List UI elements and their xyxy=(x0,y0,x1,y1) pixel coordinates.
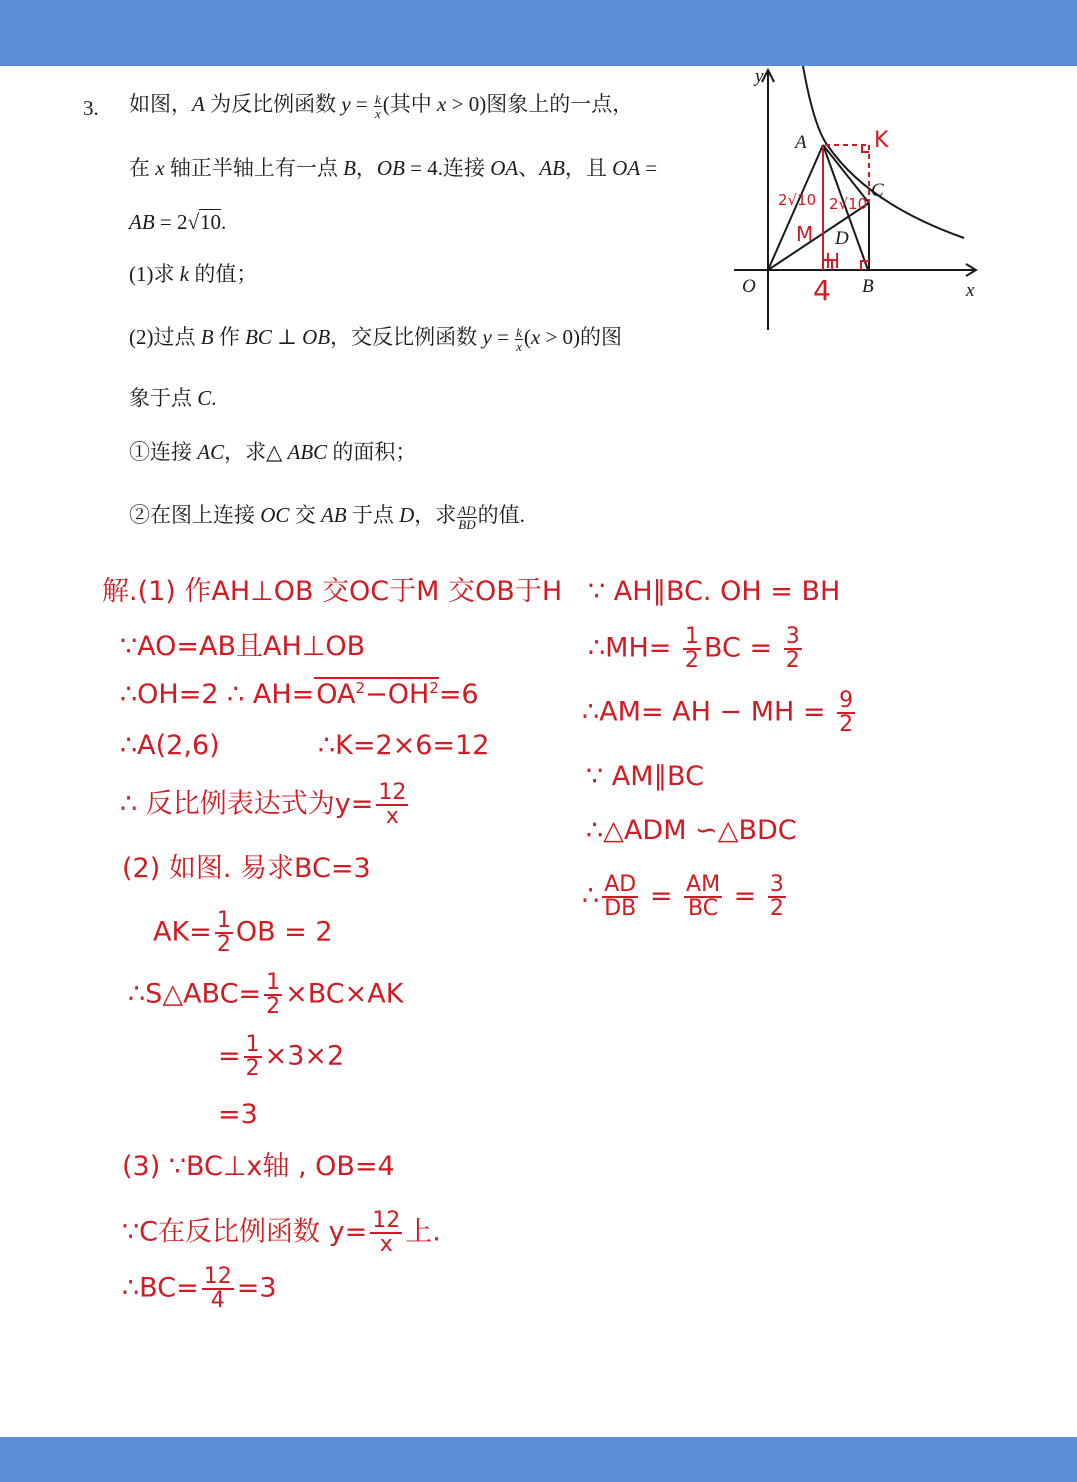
frac-num: 12 xyxy=(378,780,407,805)
text: ，求 xyxy=(414,503,457,527)
var: x xyxy=(155,156,165,180)
text: ∴ 反比例表达式为y= xyxy=(120,788,374,820)
text: (2)过点 xyxy=(129,325,201,349)
sqrt-sign: √ xyxy=(187,210,200,234)
text: 上. xyxy=(405,1216,441,1248)
fraction xyxy=(264,972,282,1018)
label-H: H xyxy=(825,249,841,273)
label-K: K xyxy=(874,128,889,153)
text: = 2 xyxy=(154,210,188,234)
frac-den: 2 xyxy=(839,712,854,737)
frac-den: 2 xyxy=(266,994,281,1019)
frac-den: 2 xyxy=(769,896,784,921)
text: ∴OH=2 ∴ AH= xyxy=(120,679,315,710)
frac-num: 1 xyxy=(245,1032,260,1057)
text: OA xyxy=(316,679,356,710)
text: 为反比例函数 xyxy=(204,92,342,116)
solution-line-13 xyxy=(122,1266,277,1312)
var: y xyxy=(341,92,351,116)
frac-num: 12 xyxy=(203,1264,232,1289)
fraction xyxy=(215,910,233,956)
label-D: D xyxy=(835,228,849,249)
label-C: C xyxy=(871,180,884,201)
problem-number: 3. xyxy=(83,96,99,120)
var: ABC xyxy=(287,440,328,464)
text: ②在图上连接 xyxy=(129,503,261,527)
text: OB = 2 xyxy=(235,916,333,948)
fraction-k-over-x xyxy=(374,93,382,120)
text: BC = xyxy=(703,632,781,664)
frac-den: x xyxy=(379,1232,393,1257)
coordinate-figure xyxy=(728,66,988,336)
fraction xyxy=(768,874,786,920)
fraction xyxy=(202,1266,234,1312)
question-1 xyxy=(129,262,257,287)
solution-line-4b: ∴K=2×6=12 xyxy=(318,730,490,761)
frac-num: 1 xyxy=(684,624,699,649)
frac-den: 2 xyxy=(245,1056,260,1081)
text: ⊥ xyxy=(271,325,303,349)
label-OA-length: 2√10 xyxy=(778,191,817,209)
text: ∴ xyxy=(582,880,600,912)
var: AB xyxy=(320,503,347,527)
text: 于点 xyxy=(346,503,400,527)
frac-num: AD xyxy=(602,874,638,898)
frac-den: 2 xyxy=(785,648,800,673)
frac-den: BD xyxy=(458,516,476,532)
text: ∴AM= AH − MH = xyxy=(582,696,835,728)
solution-line-1: 解.(1) 作AH⊥OB 交OC于M 交OB于H xyxy=(102,576,563,607)
label-A: A xyxy=(795,132,807,153)
solution-right-line-2 xyxy=(588,626,805,672)
exponent: 2 xyxy=(355,679,366,697)
sqrt-expression xyxy=(314,677,439,710)
subquestion-1 xyxy=(129,440,416,465)
solution-right-line-5: ∴△ADM ∽△BDC xyxy=(586,815,797,846)
solution-right-line-4: ∵ AM∥BC xyxy=(586,761,704,792)
solution-right-line-1: ∵ AH∥BC. OH = BH xyxy=(588,576,841,607)
text: 如图， xyxy=(129,92,192,116)
fraction-k-over-x xyxy=(515,326,523,353)
solution-right-line-6 xyxy=(582,874,789,920)
text: ①连接 xyxy=(129,440,198,464)
fraction xyxy=(837,690,855,736)
subquestion-2 xyxy=(129,503,525,531)
fraction xyxy=(784,626,802,672)
text: ( xyxy=(523,325,531,349)
text: 交 xyxy=(289,503,321,527)
var: AB xyxy=(539,156,565,180)
text: ∵C在反比例函数 y= xyxy=(122,1216,368,1248)
text: 的面积； xyxy=(327,440,417,464)
solution-line-8 xyxy=(128,972,403,1018)
frac-num: 12 xyxy=(372,1208,401,1233)
bottom-blue-band xyxy=(0,1437,1077,1482)
var: A xyxy=(192,92,205,116)
problem-line-3 xyxy=(129,210,226,235)
fraction-ad-over-bd xyxy=(457,504,476,531)
text: = xyxy=(350,92,373,116)
text: ， xyxy=(355,156,377,180)
sqrt-body: 10 xyxy=(200,210,222,234)
text: (1)求 xyxy=(129,262,180,286)
var: AB xyxy=(129,210,155,234)
text: 、 xyxy=(518,156,540,180)
text: > 0)图象上的一点， xyxy=(446,92,634,116)
text: = xyxy=(218,1040,241,1072)
frac-num: 3 xyxy=(769,872,784,897)
label-x: x xyxy=(966,280,975,301)
text: = 4.连接 xyxy=(404,156,491,180)
frac-num: AD xyxy=(458,502,476,518)
text: ∴MH= xyxy=(588,632,680,664)
frac-den: 2 xyxy=(216,932,231,957)
frac-num: 1 xyxy=(266,970,281,995)
solution-line-5 xyxy=(120,782,411,828)
solution-line-4a: ∴A(2,6) xyxy=(120,730,220,761)
label-AB-length: 2√10 xyxy=(829,195,868,213)
text: = xyxy=(641,880,682,912)
var: BC xyxy=(245,325,272,349)
question-2-line-2 xyxy=(129,386,217,411)
text: −OH xyxy=(365,679,430,710)
fraction xyxy=(370,1210,402,1256)
top-blue-band xyxy=(0,0,1077,66)
text: = xyxy=(491,325,515,349)
text: . xyxy=(221,210,227,234)
text: ，交反比例函数 xyxy=(330,325,483,349)
var: C xyxy=(197,386,212,410)
text: ×BC×AK xyxy=(285,978,404,1010)
frac-den: 2 xyxy=(684,648,699,673)
text: ，且 xyxy=(564,156,613,180)
var: k xyxy=(179,262,190,286)
solution-line-7 xyxy=(153,910,333,956)
text: 作 xyxy=(213,325,246,349)
problem-line-2 xyxy=(129,156,657,181)
text: . xyxy=(211,386,217,410)
var: OB xyxy=(376,156,405,180)
solution-line-10: =3 xyxy=(218,1099,258,1130)
frac-den: DB xyxy=(604,896,637,921)
solution-line-11: (3) ∵BC⊥x轴 , OB=4 xyxy=(122,1151,395,1182)
var: y xyxy=(482,325,492,349)
text: = xyxy=(725,880,765,912)
text: ，求△ xyxy=(224,440,288,464)
solution-right-line-3 xyxy=(582,690,858,736)
frac-den: x xyxy=(375,105,381,121)
fraction xyxy=(684,874,722,920)
exponent: 2 xyxy=(429,679,439,697)
label-M: M xyxy=(796,222,814,246)
text: ∴BC= xyxy=(122,1272,199,1304)
text: ×3×2 xyxy=(264,1040,345,1072)
label-O: O xyxy=(742,276,756,297)
frac-num: k xyxy=(516,324,522,340)
var: OC xyxy=(260,503,290,527)
fraction xyxy=(244,1034,262,1080)
frac-num: AM xyxy=(686,872,721,897)
text: = xyxy=(640,156,658,180)
text: 在 xyxy=(129,156,156,180)
var: x xyxy=(530,325,541,349)
frac-den: x xyxy=(516,338,522,354)
solution-line-6: (2) 如图. 易求BC=3 xyxy=(122,853,371,884)
var: B xyxy=(200,325,214,349)
var: B xyxy=(343,156,356,180)
frac-num: 1 xyxy=(216,908,231,933)
solution-line-9 xyxy=(218,1034,344,1080)
text: =6 xyxy=(438,679,479,710)
text: > 0)的图 xyxy=(540,325,623,349)
text: 的值； xyxy=(189,262,258,286)
text: AK= xyxy=(153,916,212,948)
var: OA xyxy=(490,156,519,180)
label-OB-length: 4 xyxy=(813,274,831,307)
var: OA xyxy=(612,156,641,180)
text: 轴正半轴上有一点 xyxy=(164,156,344,180)
text: =3 xyxy=(236,1272,277,1304)
fraction xyxy=(376,782,408,828)
label-B: B xyxy=(862,276,874,297)
frac-den: x xyxy=(385,804,399,829)
text: 的值. xyxy=(477,503,525,527)
question-2-line-1 xyxy=(129,325,622,353)
frac-den: 4 xyxy=(210,1288,225,1313)
frac-den: BC xyxy=(688,896,719,921)
solution-line-12 xyxy=(122,1210,441,1256)
fraction xyxy=(602,874,638,920)
var: D xyxy=(399,503,415,527)
frac-num: k xyxy=(375,91,381,107)
solution-line-2: ∵AO=AB且AH⊥OB xyxy=(120,631,366,662)
fraction xyxy=(683,626,701,672)
frac-num: 9 xyxy=(839,688,854,713)
var: AC xyxy=(197,440,225,464)
text: (其中 xyxy=(382,92,438,116)
right-angle-mark-K xyxy=(862,145,869,152)
text: 象于点 xyxy=(129,386,198,410)
text: ∴S△ABC= xyxy=(128,978,262,1010)
solution-line-3 xyxy=(120,680,479,710)
problem-line-1 xyxy=(129,92,633,120)
frac-num: 3 xyxy=(785,624,800,649)
label-y: y xyxy=(755,66,764,87)
var: x xyxy=(437,92,447,116)
var: OB xyxy=(302,325,331,349)
